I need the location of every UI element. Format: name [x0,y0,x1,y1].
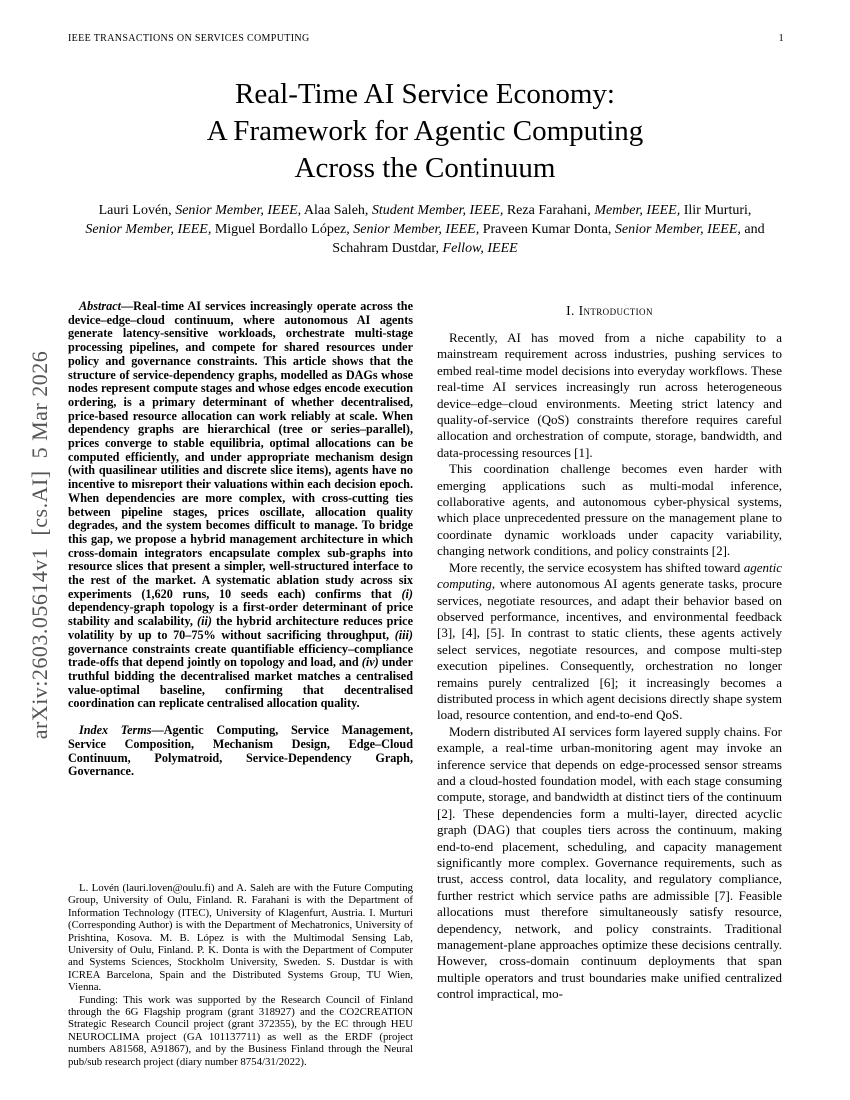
text-segment: and Schahram Dustdar, [332,222,765,256]
abstract [68,300,413,711]
text-segment: the hybrid architecture reduces price volatility by up to 70–75% without sacrificing throughput, [68,614,413,642]
text-segment: Modern distributed AI services form layered supply chains. For example, a real-time urban-monitoring agent may invoke an inference service that depends on edge-processed sensor streams and a cloud-hosted foundation model, with each stage consuming compute, storage, and bandwidth at distinct tiers of the continuum [2]. These dependencies form a multi-layer, directed acyclic graph (DAG) that couples tiers across the continuum, making end-to-end placement, scheduling, and capacity management significantly more complex. Governance requirements, such as trust, access control, data locality, and regulatory compliance, further restrict which service paths are admissible [7]. Feasible allocations must therefore simultaneously satisfy resource, dependency, network, and policy constraints. Traditional management-plane approaches optimize these decisions centrally. However, cross-domain continuum deployments that span multiple operators and trust boundaries make unified centralized control impractical, mo- [437,723,782,1002]
footnote-funding: Funding: This work was supported by the Research Council of Finland through the 6G Flagship program (grant 318927) and the CO2CREATION Strategic Research Council project (grant 372355), by the EC through HEU NEUROCLIMA project (GA 101137711) as well as the ERDF (project numbers A81568, A91867), and by the Business Finland through the Neural pub/sub research project (diary number 8754/31/2022). [68,993,413,1068]
text-segment: Miguel Bordallo López, [211,222,354,237]
title-block [75,76,775,258]
intro-paragraph [437,461,782,559]
text-segment: Senior Member, IEEE, [614,222,741,237]
paper-title [75,76,775,187]
intro-paragraph [437,724,782,1003]
text-segment: (ii) [197,614,212,629]
text-segment: Student Member, IEEE, [371,203,504,218]
text-segment: dependency-graph topology is a first-order determinant of price stability and scalability, [68,600,413,629]
right-column [437,300,782,1068]
text-segment: (iv) [361,655,379,670]
text-segment: Senior Member, IEEE, [85,222,212,237]
running-header [68,33,784,44]
text-segment: Alaa Saleh, [301,203,372,218]
text-segment: Abstract [79,300,121,313]
text-segment: Praveen Kumar Donta, [479,222,615,237]
text-segment: Senior Member, IEEE, [353,222,480,237]
text-segment: Member, IEEE, [594,203,681,218]
footnote-affiliations: L. Lovén (lauri.loven@oulu.fi) and A. Saleh are with the Future Computing Group, University of Oulu, Finland. R. Farahani is with the Department of Information Technology (ITEC), University of Klagenfurt, Austria. I. Murturi (Corresponding Author) is with the Department of Mechatronics, University of Prishtina, Kosova. M. B. López is with the Multimodal Sensing Lab, University of Oulu, Finland. P. K. Donta is with the Department of Computer and Systems Sciences, Stockholm University, Sweden. S. Dustdar is with ICREA Barcelona, Spain and the Distributed Systems Group, TU Wien, Vienna. [68,881,413,994]
title-line-1: Real-Time AI Service Economy: [235,78,615,110]
footnotes [68,882,413,1068]
text-segment: More recently, the service ecosystem has shifted toward [449,559,744,575]
text-segment: Lauri Lovén, [98,203,176,218]
text-segment: Index Terms [79,723,152,738]
title-line-2: A Framework for Agentic Computing [206,115,644,147]
author-list [85,201,765,258]
index-terms [68,724,413,779]
text-segment: , where autonomous AI agents generate tasks, procure services, negotiate resources, and adapt their behavior based on observed performance, incentives, and environmental feedback [3], [4], [5]. In contrast to static clients, these agents actively select services, negotiate resources, and compose multi-step execution pipelines. Consequently, orchestration no longer remains purely centralized [6]; it increasingly becomes a distributed process in which agent decisions directly shape system load, resource contention, and end-to-end QoS. [437,576,782,723]
text-segment: under truthful bidding the decentralised market matches a centralised value-optimal baseline, confirming that decentralised coordination can replicate centralised allocation quality. [68,655,413,711]
two-column-body [68,300,782,1068]
intro-paragraph [437,330,782,461]
text-segment: —Real-time AI services increasingly operate across the device–edge–cloud continuum, where autonomous AI agents generate latency-sensitive workloads, orchestrate multi-stage processing pipelines, and compete for shared resources under policy and governance constraints. This article shows that the structure of service-dependency graphs, modelled as DAGs whose nodes represent compute stages and whose edges encode execution ordering, is a primary determinant of whether decentralised, price-based resource allocation can work reliably at scale. When dependency graphs are hierarchical (tree or series–parallel), prices converge to stable equilibria, optimal allocations can be computed efficiently, and under appropriate mechanism design (with quasilinear utilities and discrete slice items), agents have no incentive to misreport their valuations within each decision epoch. When dependencies are more complex, with cross-cutting ties between pipeline stages, prices oscillate, allocation quality degrades, and the system becomes difficult to manage. To bridge this gap, we propose a hybrid management architecture in which cross-domain integrators encapsulate complex sub-graphs into resource slices that present a simpler, well-structured interface to the rest of the market. A systematic ablation study across six experiments (1,620 runs, 10 seeds each) confirms that [68,300,413,601]
section-heading-introduction: I. Introduction [566,303,653,318]
text-segment: This coordination challenge becomes even harder with emerging applications such as multi-modal inference, collaborative agents, and autonomous cyber-physical systems, which place unprecedented pressure on the management plane to coordinate dynamic workloads under capacity variability, changing network conditions, and policy constraints [2]. [437,461,782,559]
arxiv-stamp: arXiv:2603.05614v1 [cs.AI] 5 Mar 2026 [27,350,52,740]
text-segment: Recently, AI has moved from a niche capability to a mainstream requirement across industries, pushing services to embed real-time model decisions into everyday workflows. These real-time AI services increasingly run across heterogeneous device–edge–cloud environments. Meeting strict latency and quality-of-service (QoS) constraints therefore requires careful allocation and orchestration of compute, storage, bandwidth, and data-processing resources [1]. [437,330,782,460]
title-line-3: Across the Continuum [294,152,556,184]
journal-name: IEEE TRANSACTIONS ON SERVICES COMPUTING [68,33,310,44]
intro-paragraph [437,560,782,724]
introduction-body [437,330,782,1003]
text-segment: Ilir Murturi, [680,203,752,218]
left-column [68,300,413,1068]
page-number: 1 [778,33,784,44]
text-segment: —Agentic Computing, Service Management, Service Composition, Mechanism Design, Edge–Cloud Continuum, Polymatroid, Service-Dependency Graph, Governance. [68,723,413,779]
text-segment: Reza Farahani, [503,203,595,218]
text-segment: Fellow, IEEE [442,241,518,256]
text-segment: (i) [401,586,413,601]
text-segment: governance constraints create quantifiable efficiency–compliance trade-offs that depend jointly on topology and load, and [68,641,413,670]
text-segment: agentic computing [437,559,782,592]
text-segment: Senior Member, IEEE, [175,203,302,218]
text-segment: (iii) [394,627,413,642]
